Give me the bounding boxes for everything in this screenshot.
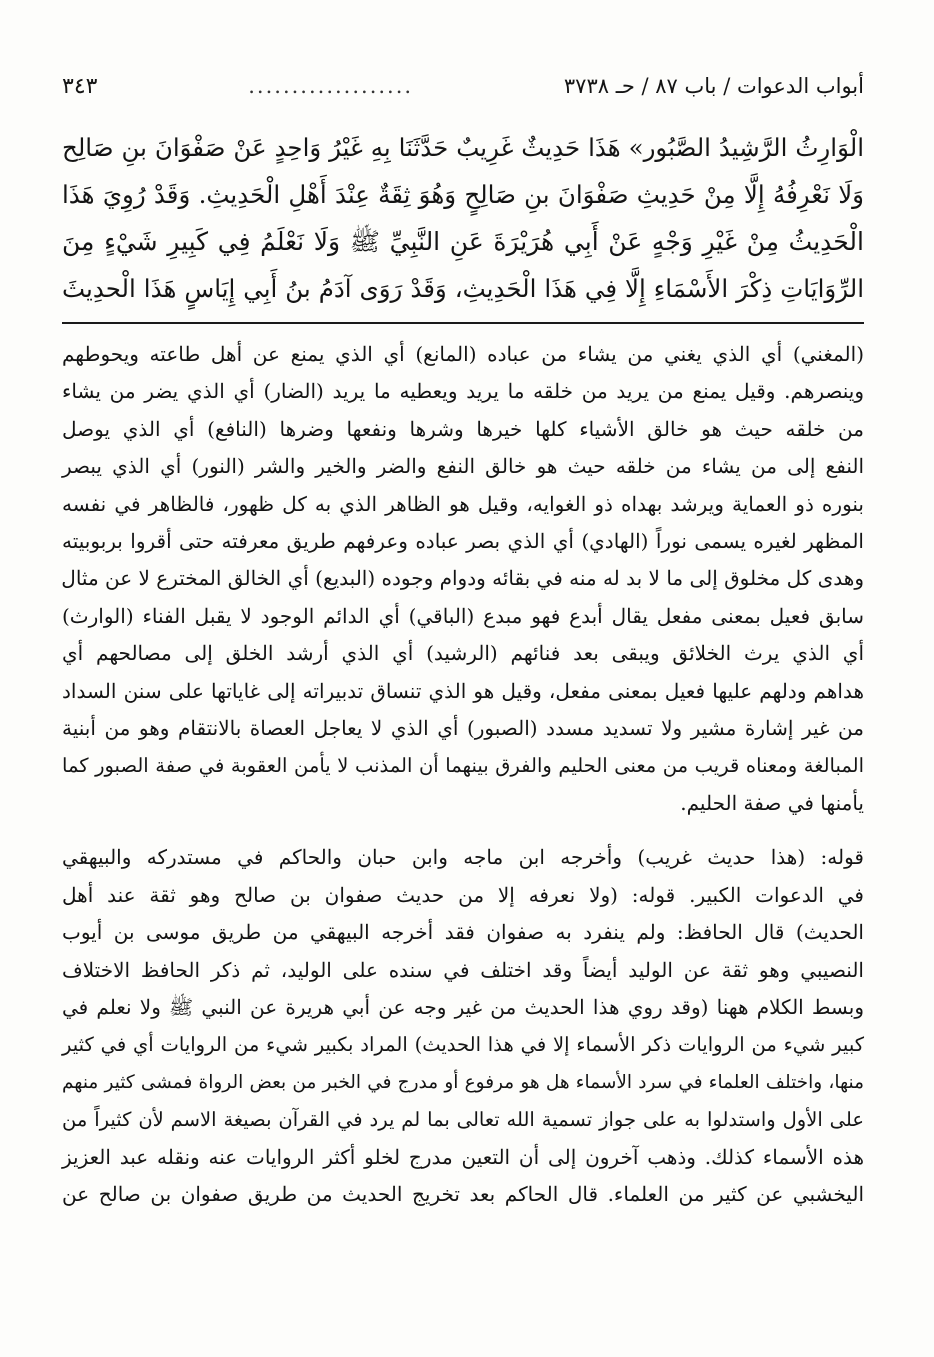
commentary-line: وهدى كل مخلوق إلى ما لا بد له منه في بقائه ودوام وجوده (البديع) أي الخالق المخترع لا عن مثال — [61, 566, 864, 591]
commentary-line: هذه الأسماء كذلك. وذهب آخرون إلى أن التعين مدرج لخلو أكثر الروايات عنه ونقله عبد العزيز — [62, 1144, 864, 1169]
commentary-line: منها، واختلف العلماء في سرد الأسماء هل هو مرفوع أو مدرج في الخبر من بعض الرواة فمشى كثير منهم — [62, 1071, 864, 1093]
commentary-line: النصيبي وهو ثقة عن الوليد أيضاً وقد اختلف في سنده على الوليد، ثم ذكر الحافظ الاختلاف — [62, 957, 864, 982]
paragraph-gap — [62, 822, 864, 839]
commentary-line: المظهر لغيره يسمى نوراً (الهادي) أي الذي بصر عباده وعرفهم طريق معرفته حتى أقروا بربوبيته — [62, 529, 864, 554]
chapter-title: أبواب الدعوات / باب ٨٧ / حـ ٣٧٣٨ — [563, 74, 864, 98]
running-header — [62, 74, 864, 116]
hadith-line: الرِّوَايَاتِ ذِكْرَ الأَسْمَاءِ إِلَّا فِي هَذَا الْحَدِيثِ، وَقَدْ رَوَى آدَمُ بنُ أَبِي إِيَاسٍ هَذَا الْحدِيثَ — [62, 274, 864, 303]
commentary-paragraph-2 — [62, 839, 864, 1213]
leader-dots: ................... — [248, 74, 414, 98]
separator-rule — [62, 322, 864, 324]
commentary-paragraph-1 — [62, 336, 864, 822]
commentary-line: أي الذي يرث الخلائق ويبقى بعد فنائهم (الرشيد) أي الذي أرشد الخلق إلى مصالحهم أي — [62, 641, 864, 666]
commentary-line: وبسط الكلام ههنا (وقد روي هذا الحديث من غير وجه عن أبي هريرة عن النبي ﷺ ولا نعلم في — [62, 994, 864, 1019]
commentary-line: يأمنها في صفة الحليم. — [680, 790, 864, 815]
commentary-line: هداهم ودلهم عليها فعيل بمعنى مفعل، وقيل هو الذي تنساق تدبيراته إلى غاياتها على سنن السداد — [62, 678, 864, 703]
commentary-line: في الدعوات الكبير. قوله: (ولا نعرفه إلا من حديث صفوان بن صالح وهو ثقة عند أهل — [62, 882, 864, 907]
commentary-line: النفع إلى من يشاء من خلقه حيث هو خالق النفع والضر والخير والشر (النور) أي الذي يبصر — [62, 454, 864, 479]
commentary-line: المبالغة ومعناه قريب من معنى الحليم والفرق بينهما أن المذنب لا يأمن العقوبة في صفة الصبور كما — [62, 754, 864, 778]
commentary-line: بنوره ذو العماية ويرشد بهداه ذو الغوايه، وقيل هو الظاهر الذي به كل ظهور، فالظاهر في نفسه — [62, 491, 864, 516]
hadith-text — [62, 124, 864, 312]
page-number: ٣٤٣ — [62, 74, 98, 99]
hadith-line: الْحَدِيثُ مِنْ غَيْرِ وَجْهٍ عَنْ أَبِي هُرَيْرَةَ عَنِ النَّبِيِّ ﷺ وَلَا نَعْلَمُ فِي كَبِيرِ شَيْءٍ مِنَ — [62, 227, 864, 256]
commentary-line: (المغني) أي الذي يغني من يشاء من عباده (المانع) أي الذي يمنع عن أهل طاعته ويحوطهم — [62, 342, 864, 366]
commentary-line: من غير إشارة مشير ولا تسديد مسدد (الصبور) أي الذي لا يعاجل العصاة بالانتقام وهو من أبنية — [62, 716, 864, 741]
commentary-line: سابق فعيل بمعنى مفعل يقال أبدع فهو مبدع (الباقي) أي الدائم الوجود لا يقبل الفناء (الوارث) — [62, 603, 864, 628]
commentary-line: الحديث) قال الحافظ: ولم ينفرد به صفوان فقد أخرجه البيهقي من طريق موسى بن أيوب — [62, 920, 864, 945]
hadith-line: وَلَا نَعْرِفُهُ إِلَّا مِنْ حَدِيثِ صَفْوَانَ بنِ صَالِحٍ وَهُوَ ثِقَةٌ عِنْدَ أَهْلِ الْحَدِيثِ. وَقَدْ رُوِيَ هَذَا — [62, 180, 864, 209]
commentary-line: على الأول واستدلوا به على جواز تسمية الله تعالى بما لم يرد في القرآن بصيغة الاسم لأن كثيراً من — [62, 1108, 864, 1132]
commentary-line: من خلقه حيث هو خالق الأشياء كلها خيرها وشرها ونفعها وضرها (النافع) أي الذي يوصل — [62, 416, 864, 441]
commentary-line: وينصرهم. وقيل يمنع من يريد من خلقه ما يريد ويعطيه ما يريد (الضار) أي الذي يضر من يشاء — [62, 379, 865, 404]
commentary-line: كبير شيء من الروايات ذكر الأسماء إلا في هذا الحديث) المراد بكبير شيء من الروايات أي في كثير — [62, 1033, 864, 1057]
commentary-line: اليخشبي عن كثير من العلماء. قال الحاكم بعد تخريج الحديث من طريق صفوان بن صالح عن — [62, 1181, 864, 1206]
hadith-line: الْوَارِثُ الرَّشِيدُ الصَّبُور» هَذَا حَدِيثٌ غَرِيبٌ حَدَّثَنَا بِهِ غَيْرُ وَاحِدٍ عَنْ صَفْوَانَ بنِ صَالِح — [62, 133, 864, 162]
commentary — [62, 336, 864, 1213]
commentary-line: قوله: (هذا حديث غريب) وأخرجه ابن ماجه وابن حبان والحاكم في مستدركه والبيهقي — [62, 845, 864, 870]
